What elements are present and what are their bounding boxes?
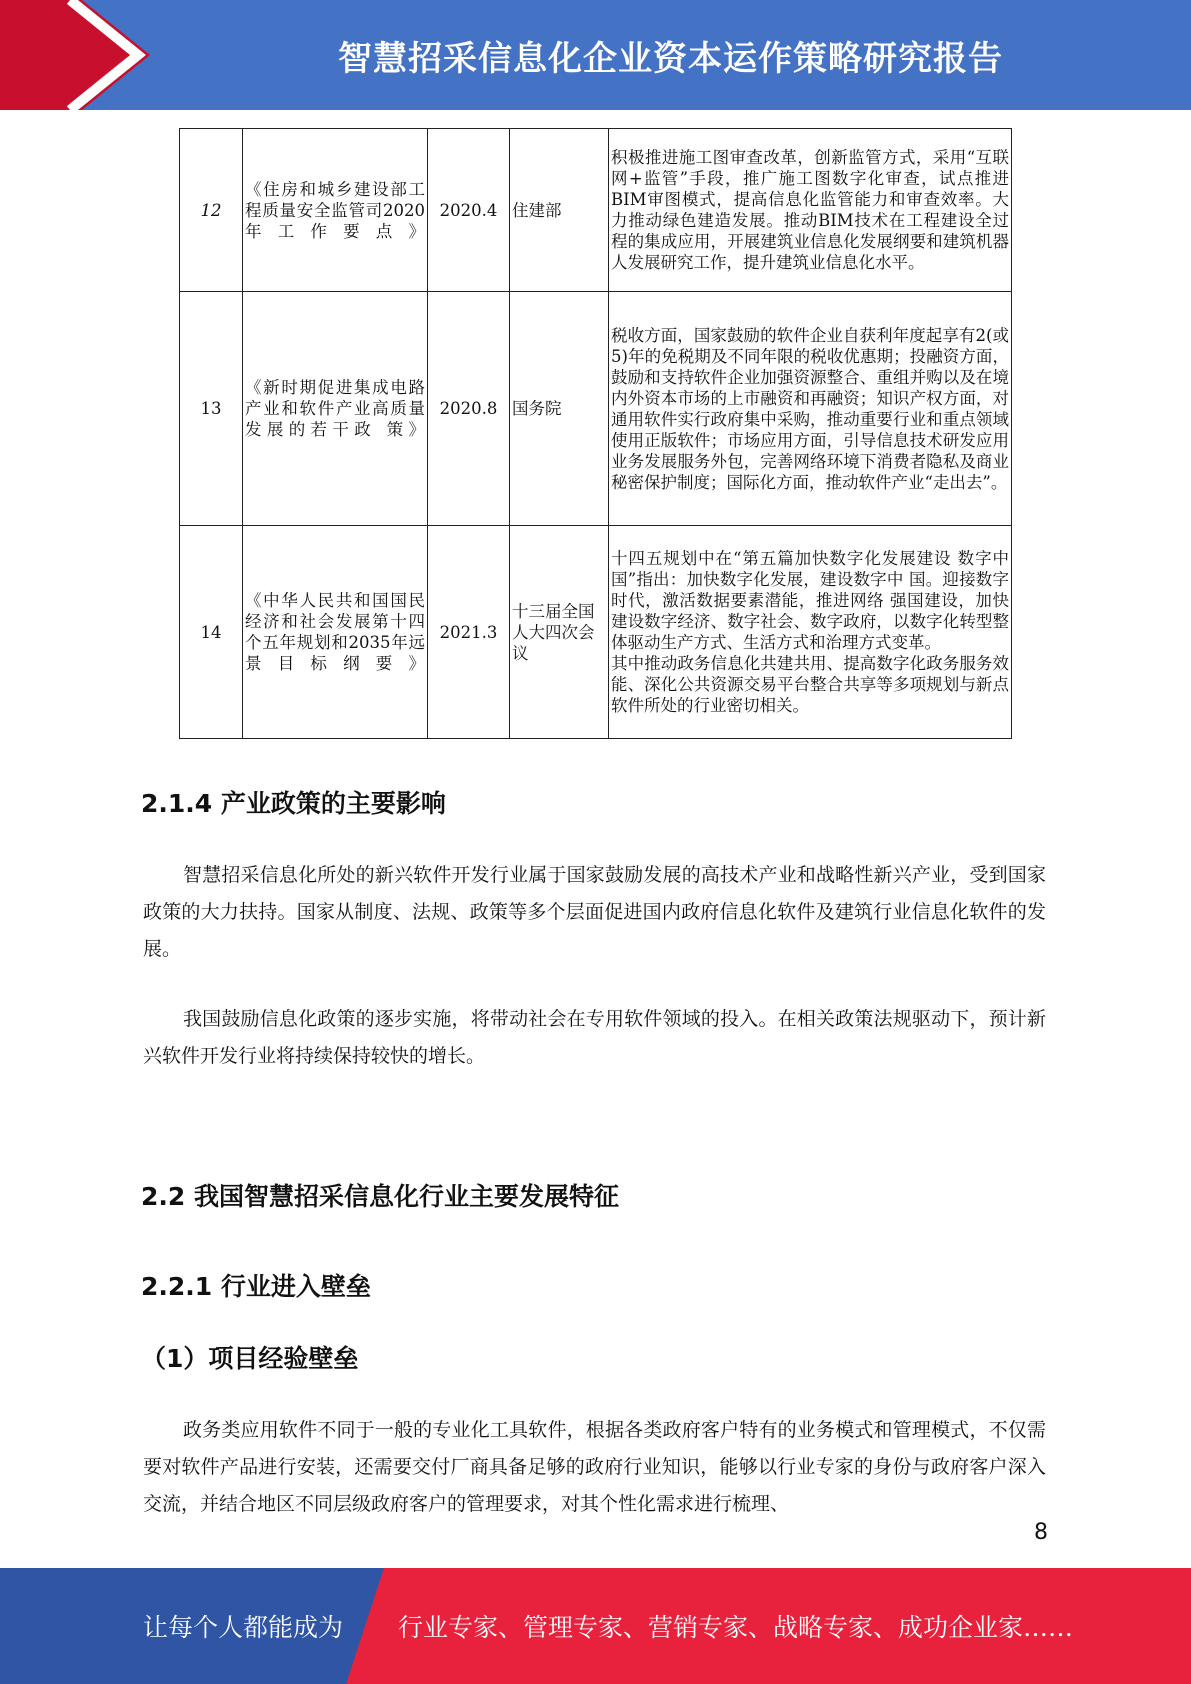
page-number: 8 [1034, 1520, 1048, 1545]
row-number: 13 [180, 292, 243, 526]
section-heading-2-2-1: 2.2.1 行业进入壁垒 [141, 1272, 371, 1301]
policy-description [609, 292, 1012, 526]
page-header [0, 0, 1191, 110]
paragraph: 政务类应用软件不同于一般的专业化工具软件，根据各类政府客户特有的业务模式和管理模式，不仅需要对软件产品进行安装，还需要交付厂商具备足够的政府行业知识，能够以行业专家的身份与政府客户深入交流，并结合地区不同层级政府客户的管理要求，对其个性化需求进行梳理、 [143, 1419, 1046, 1515]
report-title: 智慧招采信息化企业资本运作策略研究报告 [338, 38, 1003, 79]
policy-date: 2020.8 [428, 292, 510, 526]
policy-issuer: 国务院 [510, 292, 609, 526]
subsection-heading: （1）项目经验壁垒 [141, 1344, 359, 1373]
footer-slogan-right: 行业专家、管理专家、营销专家、战略专家、成功企业家…… [398, 1613, 1074, 1642]
policy-table [179, 128, 1012, 739]
page-footer [0, 1568, 1191, 1684]
table-row [180, 292, 1012, 526]
policy-issuer: 十三届全国人大四次会议 [510, 526, 609, 739]
policy-name: 《中华人民共和国国民经济和社会发展第十四个五年规划和2035年远景目标纲要》 [243, 526, 428, 739]
row-number: 14 [180, 526, 243, 739]
table-row [180, 526, 1012, 739]
policy-description-text: 积极推进施工图审查改革，创新监管方式，采用“互联网+监管”手段，推广施工图数字化审查，试点推进BIM审图模式，提高信息化监管能力和审查效率。大力推动绿色建造发展。推动BIM技术在工程建设全过程的集成应用，开展建筑业信息化发展纲要和建筑机器人发展研究工作，提升建筑业信息化水平。 [611, 148, 1009, 272]
policy-description-text: 十四五规划中在“第五篇加快数字化发展建设 数字中国”指出：加快数字化发展，建设数字中 国。迎接数字时代，激活数据要素潜能，推进网络 强国建设，加快建设数字经济、数字社会、数字政府，以数字化转型整体驱动生产方式、生活方式和治理方式变革。 [611, 549, 1009, 652]
policy-description-text: 税收方面，国家鼓励的软件企业自获利年度起享有2(或5)年的免税期及不同年限的税收优惠期；投融资方面，鼓励和支持软件企业加强资源整合、重组并购以及在境内外资本市场的上市融资和再融资；知识产权方面，对通用软件实行政府集中采购，推动重要行业和重点领域使用正版软件；市场应用方面，引导信息技术研发应用业务发展服务外包，完善网络环境下消费者隐私及商业秘密保护制度；国际化方面，推动软件产业“走出去”。 [611, 325, 1009, 492]
paragraph: 我国鼓励信息化政策的逐步实施，将带动社会在专用软件领域的投入。在相关政策法规驱动下，预计新兴软件开发行业将持续保持较快的增长。 [143, 1008, 1046, 1067]
header-arrow-decoration [0, 0, 150, 110]
policy-name: 《新时期促进集成电路产业和软件产业高质量发展的若干政 策》 [243, 292, 428, 526]
policy-date: 2020.4 [428, 129, 510, 292]
policy-description [609, 129, 1012, 292]
table-row [180, 129, 1012, 292]
row-number: 12 [180, 129, 243, 292]
policy-name: 《住房和城乡建设部工程质量安全监管司2020年工作要点》 [243, 129, 428, 292]
footer-slogan-left: 让每个人都能成为 [143, 1613, 344, 1642]
policy-description-text: 其中推动政务信息化共建共用、提高数字化政务服务效能、深化公共资源交易平台整合共享等多项规划与新点软件所处的行业密切相关。 [611, 654, 1009, 715]
section-heading-2-1-4: 2.1.4 产业政策的主要影响 [141, 789, 446, 818]
policy-description [609, 526, 1012, 739]
section-heading-2-2: 2.2 我国智慧招采信息化行业主要发展特征 [141, 1182, 619, 1211]
paragraph: 智慧招采信息化所处的新兴软件开发行业属于国家鼓励发展的高技术产业和战略性新兴产业，受到国家政策的大力扶持。国家从制度、法规、政策等多个层面促进国内政府信息化软件及建筑行业信息化软件的发展。 [143, 864, 1046, 960]
policy-issuer: 住建部 [510, 129, 609, 292]
policy-date: 2021.3 [428, 526, 510, 739]
